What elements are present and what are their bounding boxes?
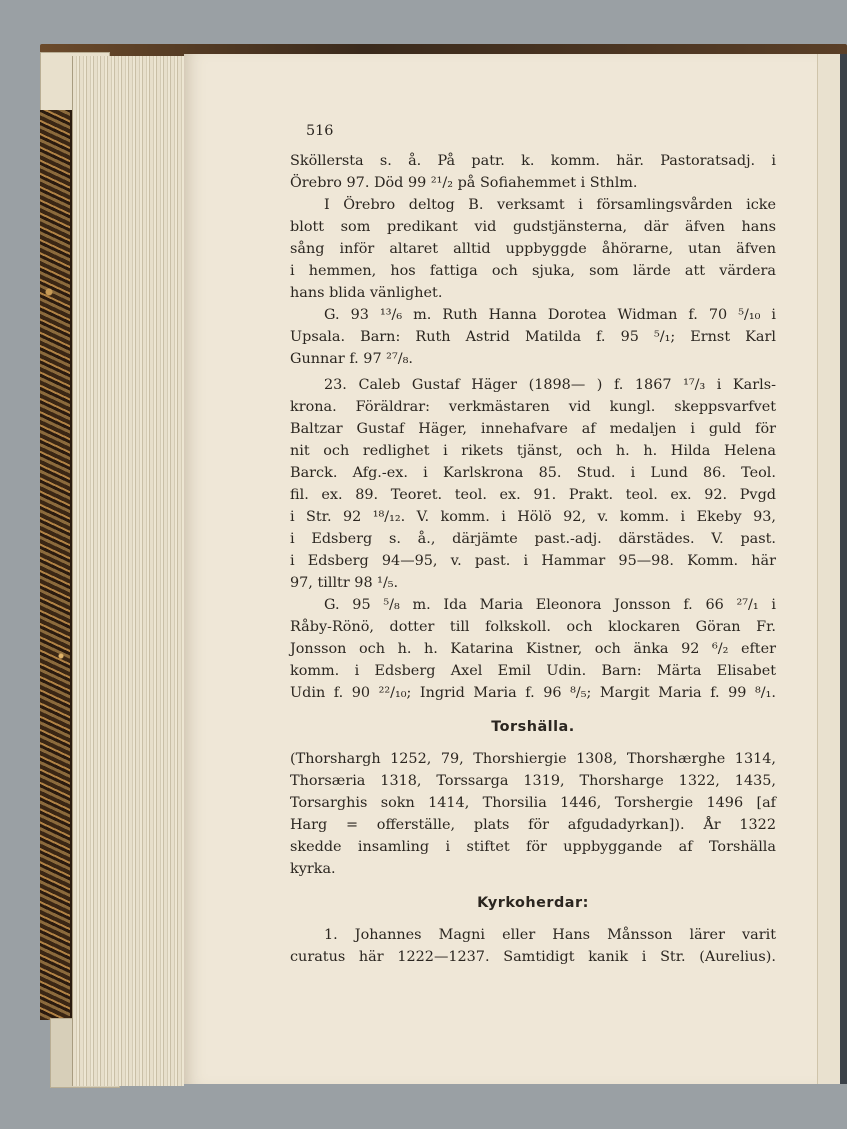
text-line: sång inför altaret alltid uppbyggde åhörarne, utan äfven (290, 241, 776, 257)
text-line: Udin f. 90 ²²/₁₀; Ingrid Maria f. 96 ⁸/₅; Margit Maria f. 99 ⁸/₁. (290, 685, 776, 701)
text-line: G. 93 ¹³/₆ m. Ruth Hanna Dorotea Widman f. 70 ⁵/₁₀ i (324, 307, 776, 323)
text-line: Baltzar Gustaf Häger, innehafvare af medaljen i guld för (290, 421, 776, 437)
text-line: i Str. 92 ¹⁸/₁₂. V. komm. i Hölö 92, v. komm. i Ekeby 93, (290, 509, 776, 525)
text-line: komm. i Edsberg Axel Emil Udin. Barn: Märta Elisabet (290, 663, 776, 679)
text-line: fil. ex. 89. Teoret. teol. ex. 91. Prakt. teol. ex. 92. Pvgd (290, 487, 776, 503)
text-line: (Thorshargh 1252, 79, Thorshiergie 1308, Thorshærghe 1314, (290, 751, 776, 767)
text-line: 1. Johannes Magni eller Hans Månsson lärer varit (324, 927, 776, 943)
section-heading-kyrkoherdar: Kyrkoherdar: (477, 895, 589, 911)
text-line: i Edsberg 94—95, v. past. i Hammar 95—98. Komm. här (290, 553, 776, 569)
text-line: hans blida vänlighet. (290, 285, 443, 301)
text-line: i hemmen, hos fattiga och sjuka, som lärde att värdera (290, 263, 776, 279)
entry-23-heading: 23. Caleb Gustaf Häger (1898— ) f. 1867 ¹⁷/₃ i Karls- (324, 377, 776, 393)
text-line: krona. Föräldrar: verkmästaren vid kungl. skeppsvarfvet (290, 399, 776, 415)
text-line: Örebro 97. Död 99 ²¹/₂ på Sofiahemmet i Sthlm. (290, 175, 638, 191)
text-line: Jonsson och h. h. Katarina Kistner, och änka 92 ⁶/₂ efter (290, 641, 776, 657)
text-line: nit och redlighet i rikets tjänst, och h. h. Hilda Helena (290, 443, 776, 459)
text-line: Sköllersta s. å. På patr. k. komm. här. Pastoratsadj. i (290, 153, 776, 169)
text-line: i Edsberg s. å., därjämte past.-adj. därstädes. V. past. (290, 531, 776, 547)
text-line: G. 95 ⁵/₈ m. Ida Maria Eleonora Jonsson f. 66 ²⁷/₁ i (324, 597, 776, 613)
text-line: Harg = offerställe, plats för afgudadyrkan]). År 1322 (290, 817, 776, 833)
section-heading-torshalla: Torshälla. (491, 719, 575, 735)
text-line: I Örebro deltog B. verksamt i församlingsvården icke (324, 197, 776, 213)
text-line: kyrka. (290, 861, 336, 877)
text-line: Upsala. Barn: Ruth Astrid Matilda f. 95 ⁵/₁; Ernst Karl (290, 329, 776, 345)
back-cover-edge (840, 54, 847, 1084)
text-line: 97, tilltr 98 ¹/₅. (290, 575, 399, 591)
text-line: Råby-Rönö, dotter till folkskoll. och klockaren Göran Fr. (290, 619, 776, 635)
page-stack-edges (72, 56, 184, 1086)
text-line: Barck. Afg.-ex. i Karlskrona 85. Stud. i Lund 86. Teol. (290, 465, 776, 481)
text-line: blott som predikant vid gudstjänsterna, där äfven hans (290, 219, 776, 235)
text-line: Torsarghis sokn 1414, Thorsilia 1446, Torshergie 1496 [af (290, 795, 776, 811)
page-number: 516 (306, 123, 334, 139)
text-line: Thorsæria 1318, Torssarga 1319, Thorsharge 1322, 1435, (290, 773, 776, 789)
page-text (290, 120, 776, 968)
text-line: curatus här 1222—1237. Samtidigt kanik i Str. (Aurelius). (290, 949, 776, 965)
marbled-cover (40, 110, 72, 1020)
text-line: Gunnar f. 97 ²⁷/₈. (290, 351, 413, 367)
text-line: skedde insamling i stiftet för uppbyggande af Torshälla (290, 839, 776, 855)
